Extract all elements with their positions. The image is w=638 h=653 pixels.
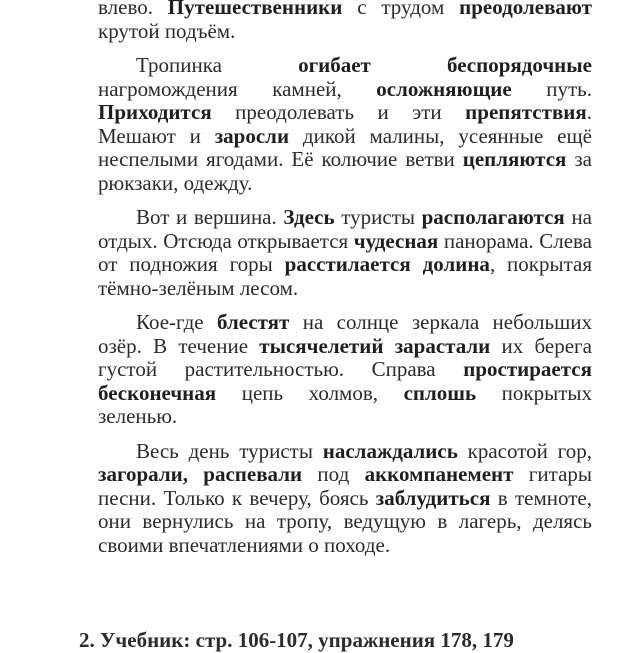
text-run: в темноте, они вернулись на тропу, ведущую в лагерь, делясь своими впечатлениями о походе.: [98, 485, 592, 557]
paragraph: [98, 54, 592, 195]
bold-word: загорали: [98, 462, 183, 486]
text-run: красотой гор,: [457, 438, 592, 463]
bold-word: осложняющие: [376, 76, 512, 101]
text-run: влево.: [98, 0, 168, 19]
text-run: нагромождения камней,: [98, 76, 377, 101]
bold-word: наслаждались: [322, 438, 458, 463]
text-run: панорама. Слева от подножия горы: [98, 228, 592, 276]
bold-word: преодолевают: [459, 0, 592, 19]
text-run: дикой малины, усеянные ещё неспелыми ягодами. Её колючие ветви: [98, 123, 592, 171]
paragraph: [98, 0, 592, 43]
text-run: под: [302, 462, 365, 486]
text-run: Кое-где: [136, 310, 217, 334]
bold-word: цепляются: [462, 147, 567, 171]
paragraph: [98, 311, 592, 429]
bold-word: распевали: [203, 462, 303, 486]
bold-word: беспорядочные: [446, 53, 592, 77]
bold-word: Приходится: [98, 100, 212, 124]
bold-word: препятствия: [465, 100, 587, 124]
text-run: крутой подъём.: [98, 18, 236, 43]
text-run: Тропинка: [136, 53, 299, 77]
text-run: Весь день туристы: [136, 438, 323, 463]
text-run: Вот и вершина.: [136, 205, 284, 229]
bold-word: зарастали: [394, 333, 491, 358]
bold-word: блестят: [216, 310, 290, 334]
bold-word: заблудиться: [375, 485, 491, 510]
text-run: их берега густой растительностью. Справа: [98, 333, 592, 381]
text-run: на отдых. Отсюда открывается: [98, 205, 592, 253]
bold-word: расстилается: [284, 252, 411, 276]
bold-word: располагаются: [421, 205, 565, 229]
paragraph: [98, 440, 592, 558]
text-run: путь.: [511, 76, 592, 101]
text-run: преодолевать и эти: [211, 100, 466, 124]
text-run: [371, 53, 447, 77]
text-body: [98, 0, 592, 557]
text-run: с трудом: [342, 0, 460, 19]
text-run: . Мешают и: [98, 100, 592, 148]
text-run: на солнце зеркала небольших озёр. В течение: [98, 310, 592, 358]
bold-word: чудесная: [353, 228, 439, 253]
bold-word: тысячелетий: [259, 333, 384, 358]
bold-word: Путешественники: [167, 0, 343, 19]
bold-word: бесконечная: [98, 380, 217, 405]
text-run: [411, 252, 423, 276]
bold-word: аккомпанемент: [364, 462, 514, 486]
paragraph: [98, 206, 592, 300]
text-run: , покрытая тёмно-зелёным лесом.: [98, 252, 593, 300]
text-run: покрытых зеленью.: [98, 380, 593, 428]
bold-word: заросли: [214, 123, 290, 148]
bold-word: Здесь: [283, 205, 335, 229]
bold-word: ,: [182, 462, 204, 486]
text-run: гитары песни. Только к вечеру, боясь: [98, 462, 593, 510]
bold-word: простирается: [463, 357, 592, 381]
text-run: [383, 334, 394, 358]
text-run: туристы: [334, 205, 422, 229]
bold-word: сплошь: [403, 380, 477, 405]
text-run: цепь холмов,: [216, 380, 404, 405]
bold-word: долина: [422, 252, 490, 276]
text-run: за рюкзаки, одежду.: [98, 147, 592, 195]
footer-assignment: 2. Учебник: стр. 106-107, упражнения 178, 179: [79, 628, 514, 652]
bold-word: огибает: [298, 53, 371, 77]
